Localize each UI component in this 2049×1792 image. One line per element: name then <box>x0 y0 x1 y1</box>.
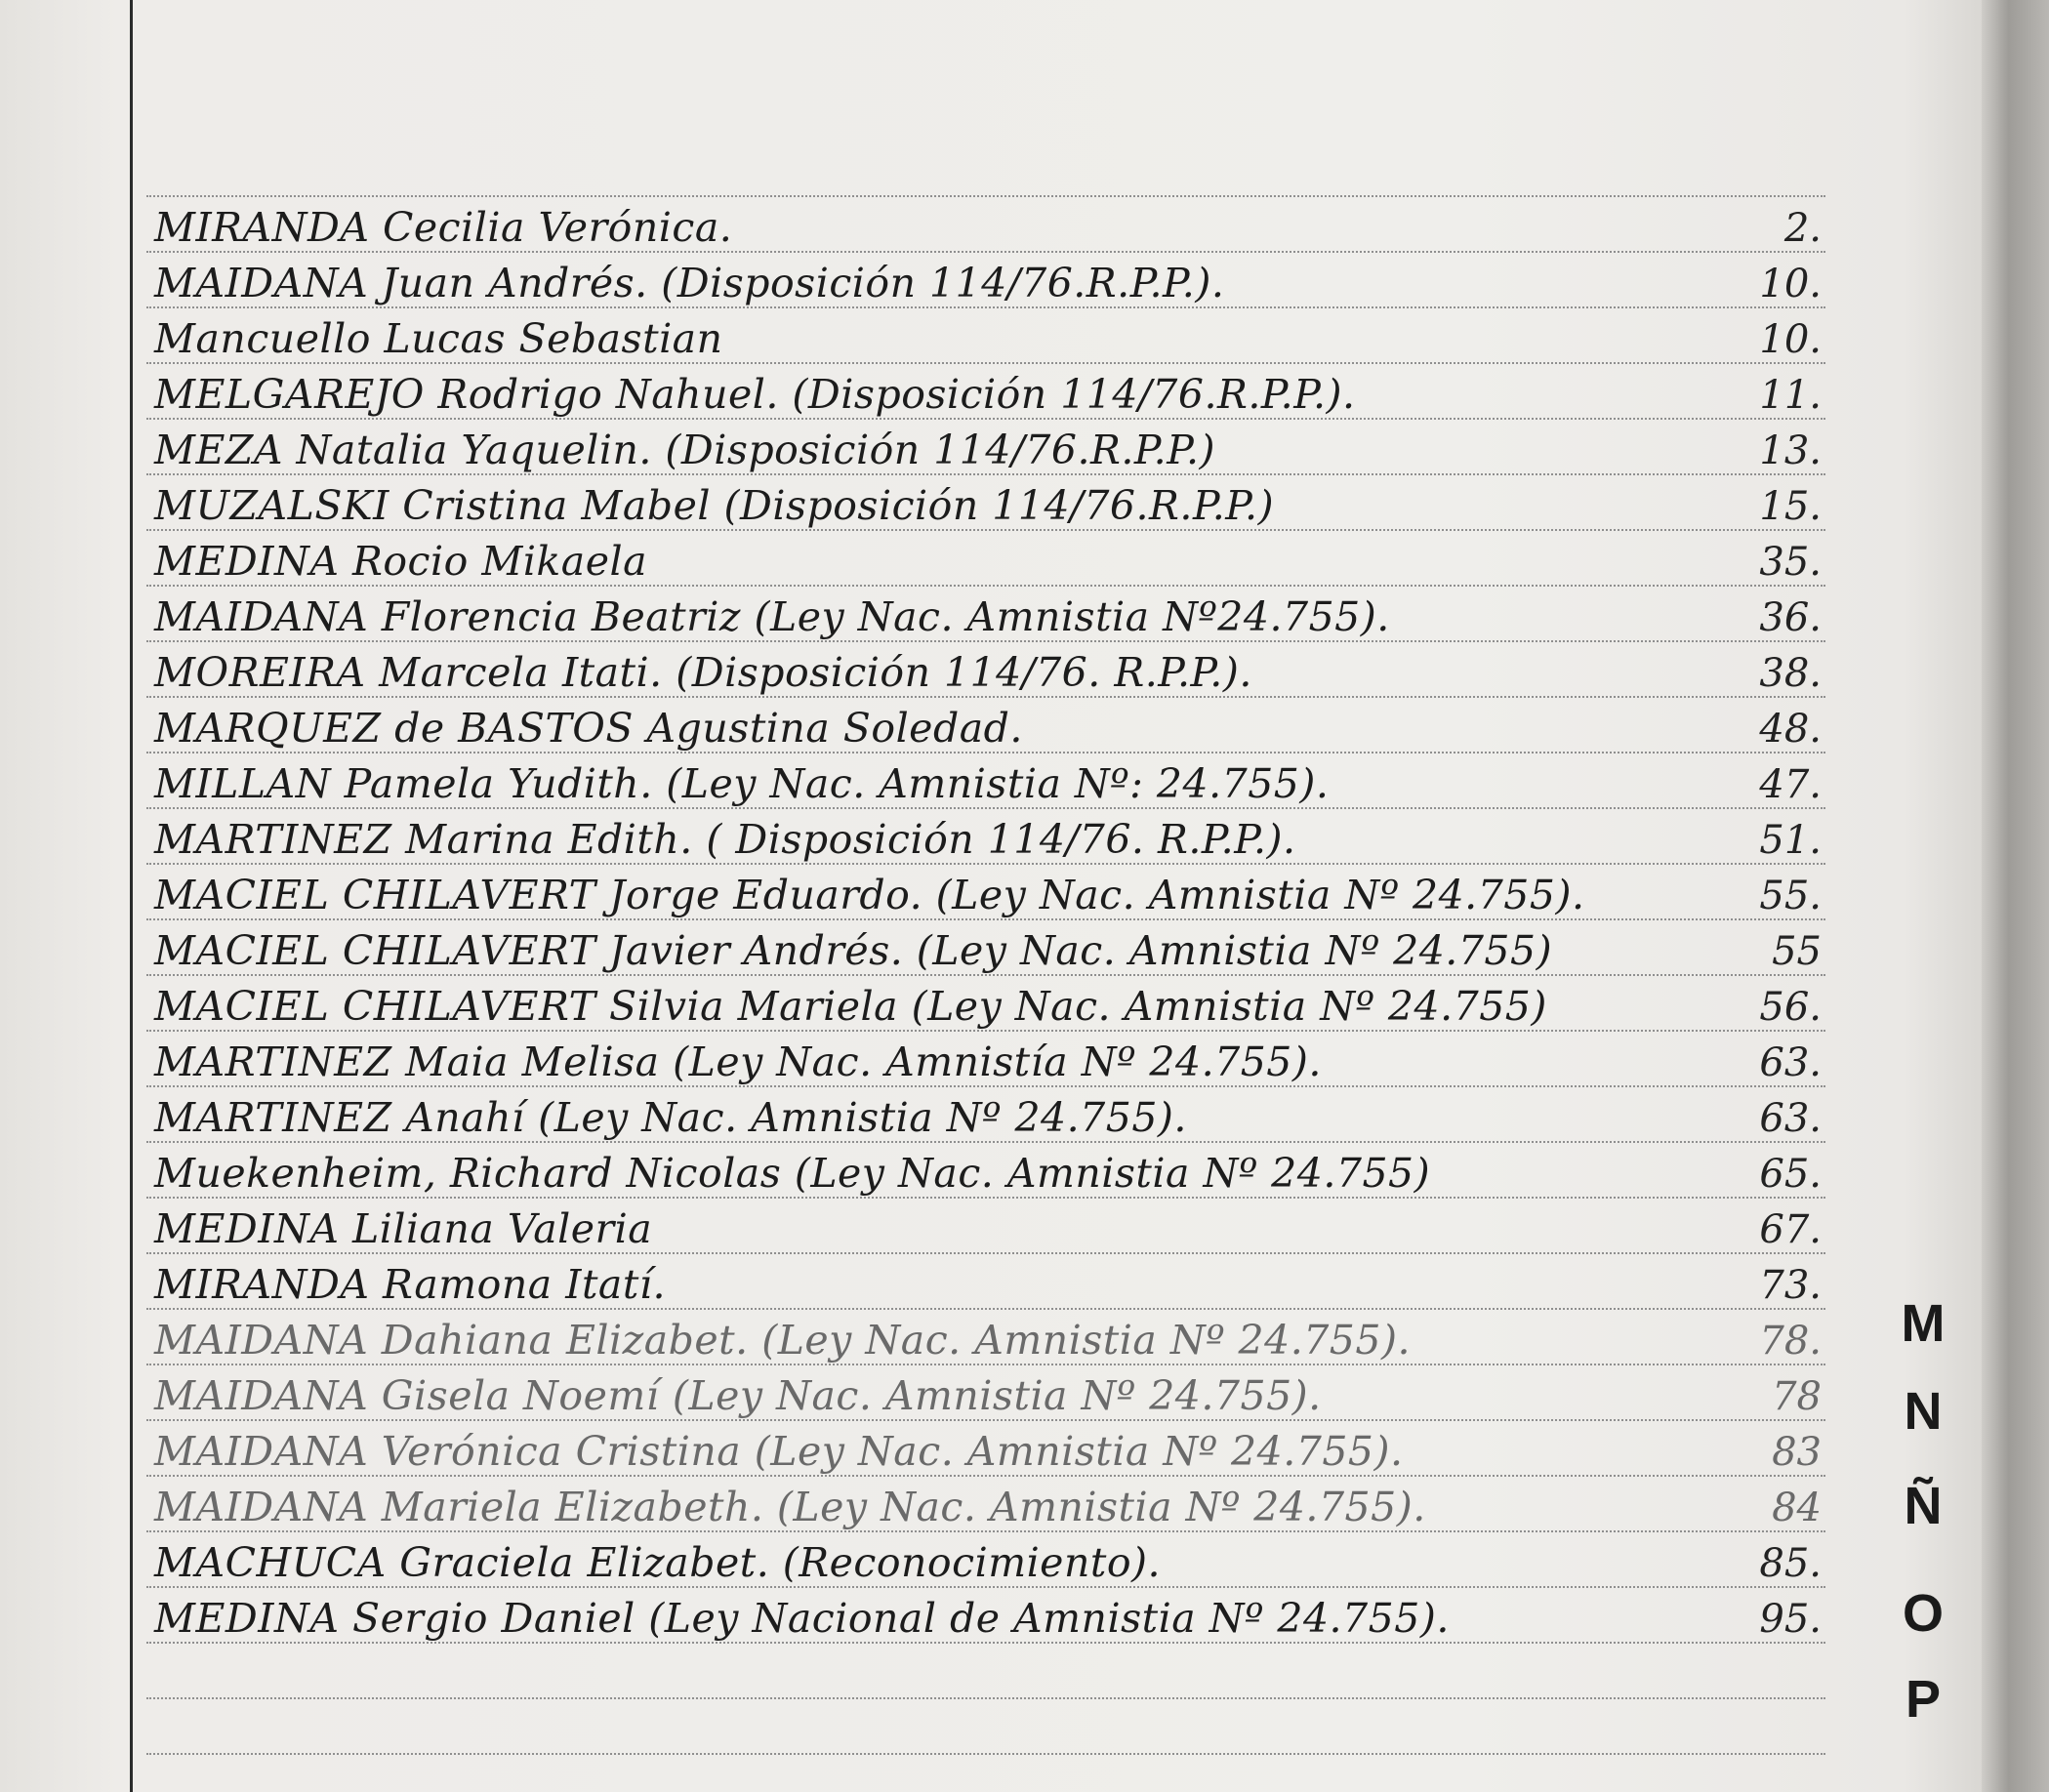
margin-rule <box>130 0 133 1792</box>
entry-page-number: 63. <box>1759 1040 1822 1085</box>
entry-page-number: 15. <box>1759 484 1822 529</box>
entry-page-number: 48. <box>1759 707 1822 752</box>
entry-name: MACHUCA Graciela Elizabet. (Reconocimiento). <box>154 1539 1162 1586</box>
entry-page-number: 10. <box>1759 262 1822 306</box>
entry-name: MACIEL CHILAVERT Javier Andrés. (Ley Nac. Amnistia Nº 24.755) <box>154 927 1553 974</box>
entry-page-number: 63. <box>1759 1096 1822 1141</box>
entry-row <box>146 197 1825 253</box>
entry-name: MAIDANA Dahiana Elizabet. (Ley Nac. Amnistia Nº 24.755). <box>154 1317 1412 1364</box>
entry-row <box>146 531 1825 587</box>
entry-row <box>146 753 1825 809</box>
entry-row <box>146 642 1825 698</box>
entry-name: MACIEL CHILAVERT Silvia Mariela (Ley Nac. Amnistia Nº 24.755) <box>154 983 1547 1030</box>
entry-page-number: 36. <box>1759 595 1822 640</box>
entry-name: MEDINA Sergio Daniel (Ley Nacional de Amnistia Nº 24.755). <box>154 1595 1450 1642</box>
ruled-line <box>146 1697 1825 1699</box>
index-tab-p[interactable]: P <box>1905 1670 1942 1729</box>
entry-row <box>146 698 1825 753</box>
entry-name: MAIDANA Florencia Beatriz (Ley Nac. Amnistia Nº24.755). <box>154 593 1390 640</box>
entry-name: MARTINEZ Anahí (Ley Nac. Amnistia Nº 24.755). <box>154 1094 1187 1141</box>
entry-page-number: 13. <box>1759 428 1822 473</box>
entry-row <box>146 420 1825 475</box>
entry-name: Muekenheim, Richard Nicolas (Ley Nac. Amnistia Nº 24.755) <box>154 1150 1431 1197</box>
entry-row <box>146 1310 1825 1365</box>
entry-name: Mancuello Lucas Sebastian <box>154 315 723 362</box>
entry-name: MEDINA Liliana Valeria <box>154 1205 653 1252</box>
index-tab-m[interactable]: M <box>1901 1294 1946 1353</box>
entry-row <box>146 1143 1825 1199</box>
index-tab-enye[interactable]: Ñ <box>1904 1477 1943 1535</box>
entry-name: MARTINEZ Marina Edith. ( Disposición 114/76. R.P.P.). <box>154 816 1296 863</box>
entry-page-number: 56. <box>1759 985 1822 1030</box>
entry-name: MARQUEZ de BASTOS Agustina Soledad. <box>154 705 1023 752</box>
entry-name: MEDINA Rocio Mikaela <box>154 538 648 585</box>
entry-row <box>146 1199 1825 1254</box>
entry-row <box>146 976 1825 1032</box>
entry-page-number: 95. <box>1759 1597 1822 1642</box>
entry-row <box>146 364 1825 420</box>
entry-page-number: 55. <box>1759 874 1822 918</box>
entry-row <box>146 1477 1825 1532</box>
entry-name: MAIDANA Mariela Elizabeth. (Ley Nac. Amnistia Nº 24.755). <box>154 1484 1426 1530</box>
entry-name: MACIEL CHILAVERT Jorge Eduardo. (Ley Nac. Amnistia Nº 24.755). <box>154 872 1585 918</box>
entry-page-number: 83 <box>1772 1430 1822 1475</box>
ruled-line <box>146 1753 1825 1755</box>
entry-name: MAIDANA Gisela Noemí (Ley Nac. Amnistia Nº 24.755). <box>154 1372 1322 1419</box>
entry-page-number: 55 <box>1772 929 1822 974</box>
entry-row <box>146 1588 1825 1644</box>
entry-page-number: 65. <box>1759 1152 1822 1197</box>
entry-row <box>146 1365 1825 1421</box>
page-edge-shadow <box>1982 0 2049 1792</box>
entry-row <box>146 1421 1825 1477</box>
entry-name: MAIDANA Verónica Cristina (Ley Nac. Amnistia Nº 24.755). <box>154 1428 1404 1475</box>
entry-page-number: 47. <box>1759 762 1822 807</box>
entry-page-number: 73. <box>1759 1263 1822 1308</box>
entry-row <box>146 587 1825 642</box>
entry-name: MOREIRA Marcela Itati. (Disposición 114/76. R.P.P.). <box>154 649 1252 696</box>
entry-row <box>146 1032 1825 1087</box>
entry-row <box>146 1087 1825 1143</box>
entry-row <box>146 1254 1825 1310</box>
entry-name: MEZA Natalia Yaquelin. (Disposición 114/76.R.P.P.) <box>154 427 1216 473</box>
entry-name: MILLAN Pamela Yudith. (Ley Nac. Amnistia Nº: 24.755). <box>154 760 1330 807</box>
entry-page-number: 35. <box>1759 540 1822 585</box>
entry-name: MARTINEZ Maia Melisa (Ley Nac. Amnistía Nº 24.755). <box>154 1039 1322 1085</box>
entry-page-number: 38. <box>1759 651 1822 696</box>
index-tab-o[interactable]: O <box>1902 1584 1944 1643</box>
entry-page-number: 10. <box>1759 317 1822 362</box>
entry-row <box>146 1532 1825 1588</box>
entry-page-number: 78. <box>1759 1319 1822 1364</box>
entry-page-number: 2. <box>1783 206 1822 251</box>
entry-page-number: 51. <box>1759 818 1822 863</box>
entry-name: MUZALSKI Cristina Mabel (Disposición 114/76.R.P.P.) <box>154 482 1275 529</box>
entry-page-number: 67. <box>1759 1207 1822 1252</box>
entry-row <box>146 475 1825 531</box>
entry-row <box>146 308 1825 364</box>
entry-row <box>146 865 1825 920</box>
entry-row <box>146 920 1825 976</box>
entry-name: MAIDANA Juan Andrés. (Disposición 114/76.R.P.P.). <box>154 260 1225 306</box>
entry-name: MELGAREJO Rodrigo Nahuel. (Disposición 114/76.R.P.P.). <box>154 371 1356 418</box>
entry-page-number: 78 <box>1772 1374 1822 1419</box>
entry-page-number: 85. <box>1759 1541 1822 1586</box>
entry-row <box>146 809 1825 865</box>
entry-name: MIRANDA Cecilia Verónica. <box>154 204 733 251</box>
entry-page-number: 11. <box>1759 373 1822 418</box>
entry-name: MIRANDA Ramona Itatí. <box>154 1261 666 1308</box>
entry-page-number: 84 <box>1772 1486 1822 1530</box>
index-tab-n[interactable]: N <box>1904 1382 1943 1441</box>
entry-row <box>146 253 1825 308</box>
